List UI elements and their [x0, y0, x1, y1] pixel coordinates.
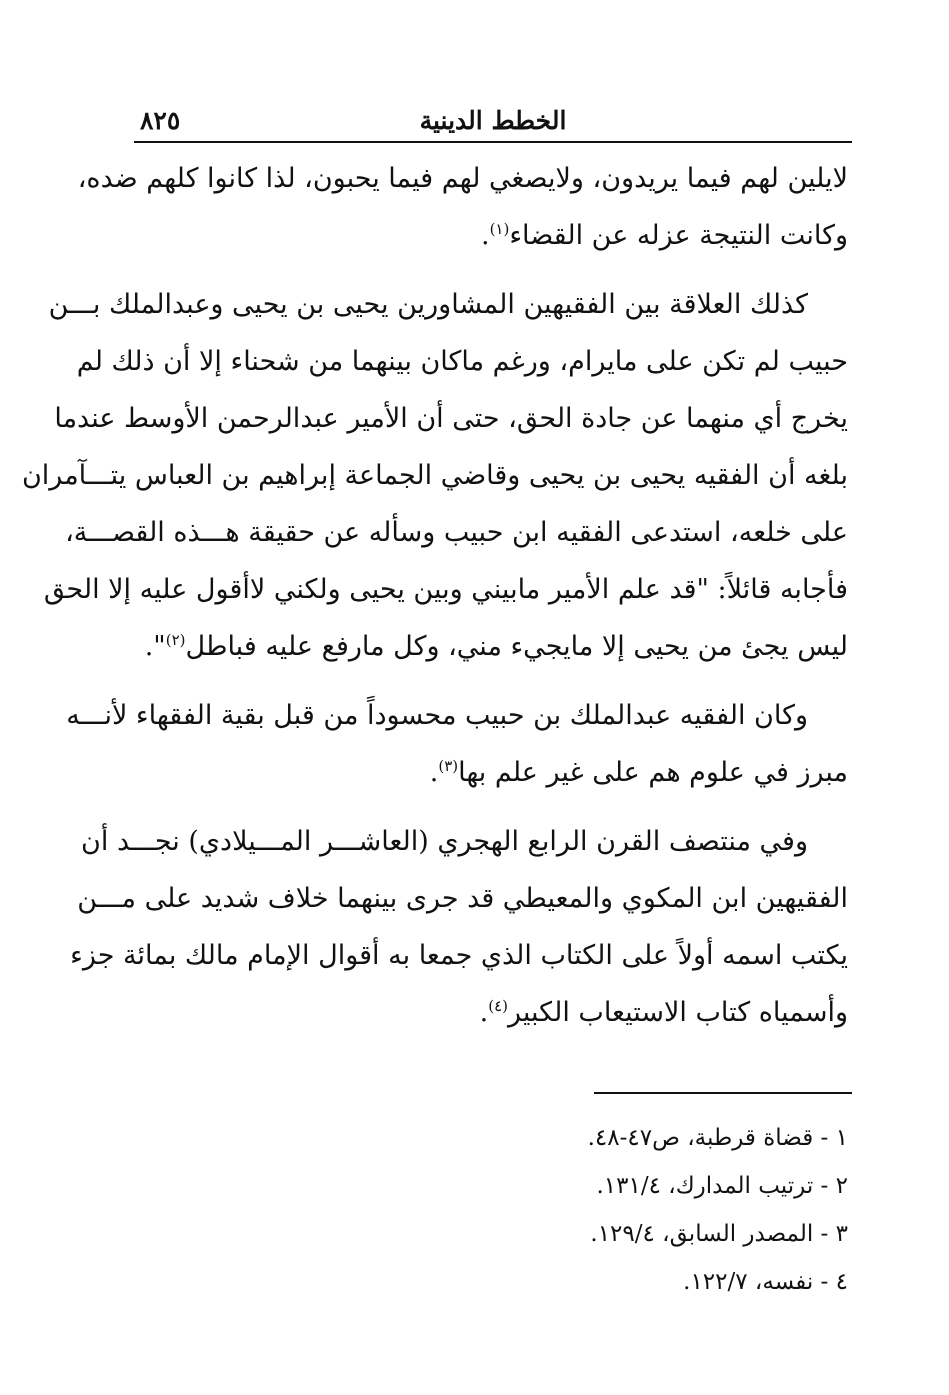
text-line: على خلعه، استدعى الفقيه ابن حبيب وسأله عن حقيقة هـــذه القصـــة، — [65, 517, 848, 548]
text-line — [134, 744, 848, 801]
text-line-content: مبرز في علوم هم على غير علم بها — [458, 757, 848, 788]
page-number: ٨٢٥ — [140, 106, 181, 135]
body-text — [21, 150, 848, 1041]
line-end-punctuation: ". — [144, 631, 166, 662]
footnote-reference[interactable]: (٢) — [165, 631, 186, 649]
text-line — [134, 618, 848, 675]
text-line-content: وكانت النتيجة عزله عن القضاء — [509, 220, 848, 251]
header-rule — [134, 141, 852, 143]
text-line: وكان الفقيه عبدالملك بن حبيب محسوداً من قبل بقية الفقهاء لأنـــه — [66, 700, 808, 731]
running-title: الخطط الدينية — [419, 106, 567, 135]
footnote-separator — [594, 1092, 852, 1094]
footnote-reference[interactable]: (٤) — [488, 997, 508, 1015]
text-line — [134, 984, 848, 1041]
line-end-punctuation: . — [480, 220, 490, 251]
text-line: لايلين لهم فيما يريدون، ولايصغي لهم فيما يحبون، لذا كانوا كلهم ضده، — [77, 163, 848, 194]
text-line: كذلك العلاقة بين الفقيهين المشاورين يحيى بن يحيى وعبدالملك بـــن — [48, 289, 808, 320]
text-line: بلغه أن الفقيه يحيى بن يحيى وقاضي الجماعة إبراهيم بن العباس يتـــآمران — [21, 460, 848, 491]
footnotes — [134, 1114, 848, 1306]
footnote-reference[interactable]: (٣) — [438, 757, 459, 775]
footnote-item: ١ - قضاة قرطبة، ص٤٧-٤٨. — [587, 1125, 848, 1151]
line-end-punctuation: . — [479, 997, 489, 1028]
footnote-item: ٤ - نفسه، ١٢٢/٧. — [683, 1269, 848, 1295]
text-line: حبيب لم تكن على مايرام، ورغم ماكان بينهما من شحناء إلا أن ذلك لم — [76, 346, 848, 377]
text-line: يكتب اسمه أولاً على الكتاب الذي جمعا به أقوال الإمام مالك بمائة جزء — [70, 940, 848, 971]
text-line: الفقيهين ابن المكوي والمعيطي قد جرى بينهما خلاف شديد على مـــن — [77, 883, 848, 914]
text-line — [134, 207, 848, 264]
line-end-punctuation: . — [429, 757, 439, 788]
text-line-content: وأسمياه كتاب الاستيعاب الكبير — [507, 997, 848, 1028]
page-header — [134, 100, 852, 140]
paragraph-gap — [134, 801, 848, 813]
footnote-reference[interactable]: (١) — [489, 220, 510, 238]
text-line-content: ليس يجئ من يحيى إلا مايجيء مني، وكل مارفع عليه فباطل — [185, 631, 848, 662]
paragraph-gap — [134, 675, 848, 687]
text-line: فأجابه قائلاً: "قد علم الأمير مابيني وبين يحيى ولكني لاأقول عليه إلا الحق — [43, 574, 848, 605]
paragraph-gap — [134, 264, 848, 276]
text-line: يخرج أي منهما عن جادة الحق، حتى أن الأمير عبدالرحمن الأوسط عندما — [54, 403, 848, 434]
footnote-item: ٢ - ترتيب المدارك، ١٣١/٤. — [596, 1173, 848, 1199]
footnote-item: ٣ - المصدر السابق، ١٢٩/٤. — [590, 1221, 848, 1247]
text-line: وفي منتصف القرن الرابع الهجري (العاشـــر المـــيلادي) نجـــد أن — [81, 826, 808, 857]
